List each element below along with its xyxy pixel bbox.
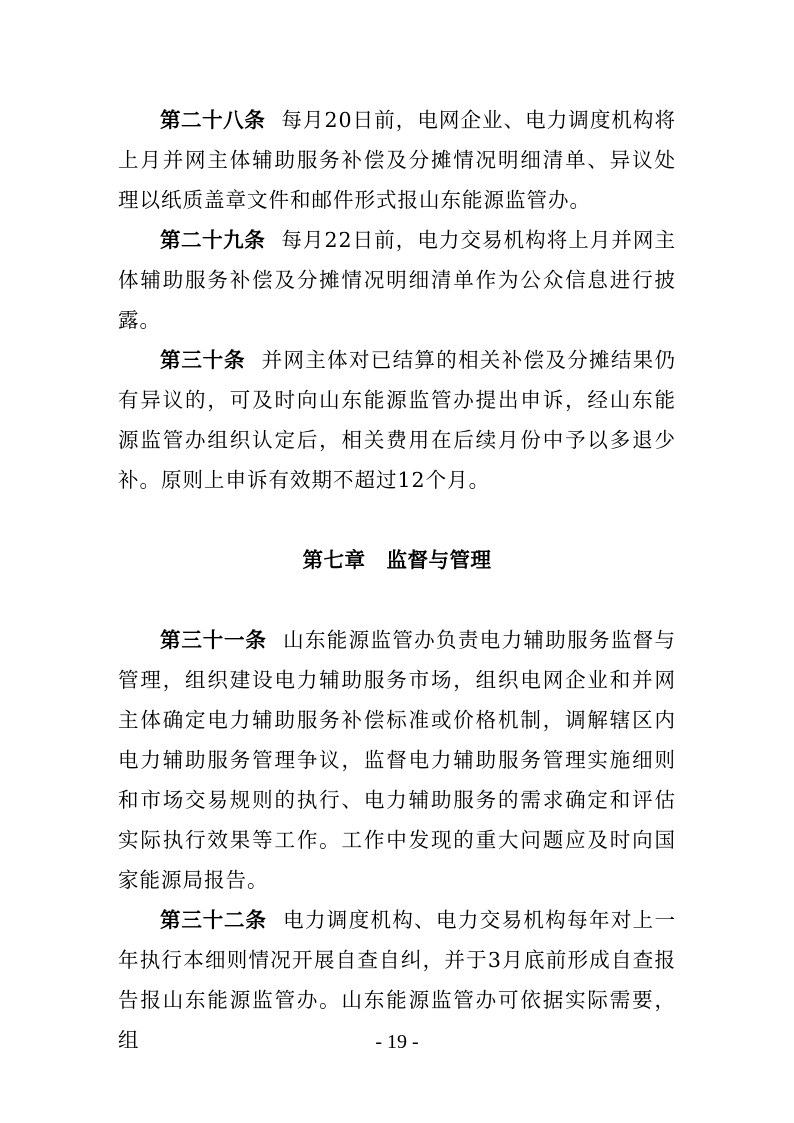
article-text: 山东能源监管办负责电力辅助服务监督与管理，组织建设电力辅助服务市场，组织电网企业和并网主体确定电力辅助服务补偿标准或价格机制，调解辖区内电力辅助服务管理争议，监督电力辅助服务管理实施细则和市场交易规则的执行、电力辅助服务的需求确定和评估实际执行效果等工作。工作中发现的重大问题应及时向国家能源局报告。 <box>118 628 677 892</box>
chapter-heading: 第七章 监督与管理 <box>302 548 492 572</box>
article-label: 第三十二条 <box>160 908 267 932</box>
article-31 <box>118 620 676 900</box>
article-label: 第二十八条 <box>160 108 266 132</box>
page-number: - 19 - <box>375 1031 419 1053</box>
article-28 <box>118 100 676 220</box>
article-29 <box>118 220 676 340</box>
article-30 <box>118 340 676 500</box>
article-text: 每月20日前，电网企业、电力调度机构将上月并网主体辅助服务补偿及分摊情况明细清单、异议处理以纸质盖章文件和邮件形式报山东能源监管办。 <box>118 108 676 212</box>
article-text: 每月22日前，电力交易机构将上月并网主体辅助服务补偿及分摊情况明细清单作为公众信息进行披露。 <box>118 228 676 332</box>
article-label: 第三十一条 <box>160 628 267 652</box>
article-text: 电力调度机构、电力交易机构每年对上一年执行本细则情况开展自查自纠，并于3月底前形成自查报告报山东能源监管办。山东能源监管办可依据实际需要，组 <box>118 908 677 1052</box>
article-text: 并网主体对已结算的相关补偿及分摊结果仍有异议的，可及时向山东能源监管办提出申诉，经山东能源监管办组织认定后，相关费用在后续月份中予以多退少补。原则上申诉有效期不超过12个月。 <box>118 348 677 492</box>
article-label: 第二十九条 <box>160 228 266 252</box>
article-label: 第三十条 <box>160 348 246 372</box>
